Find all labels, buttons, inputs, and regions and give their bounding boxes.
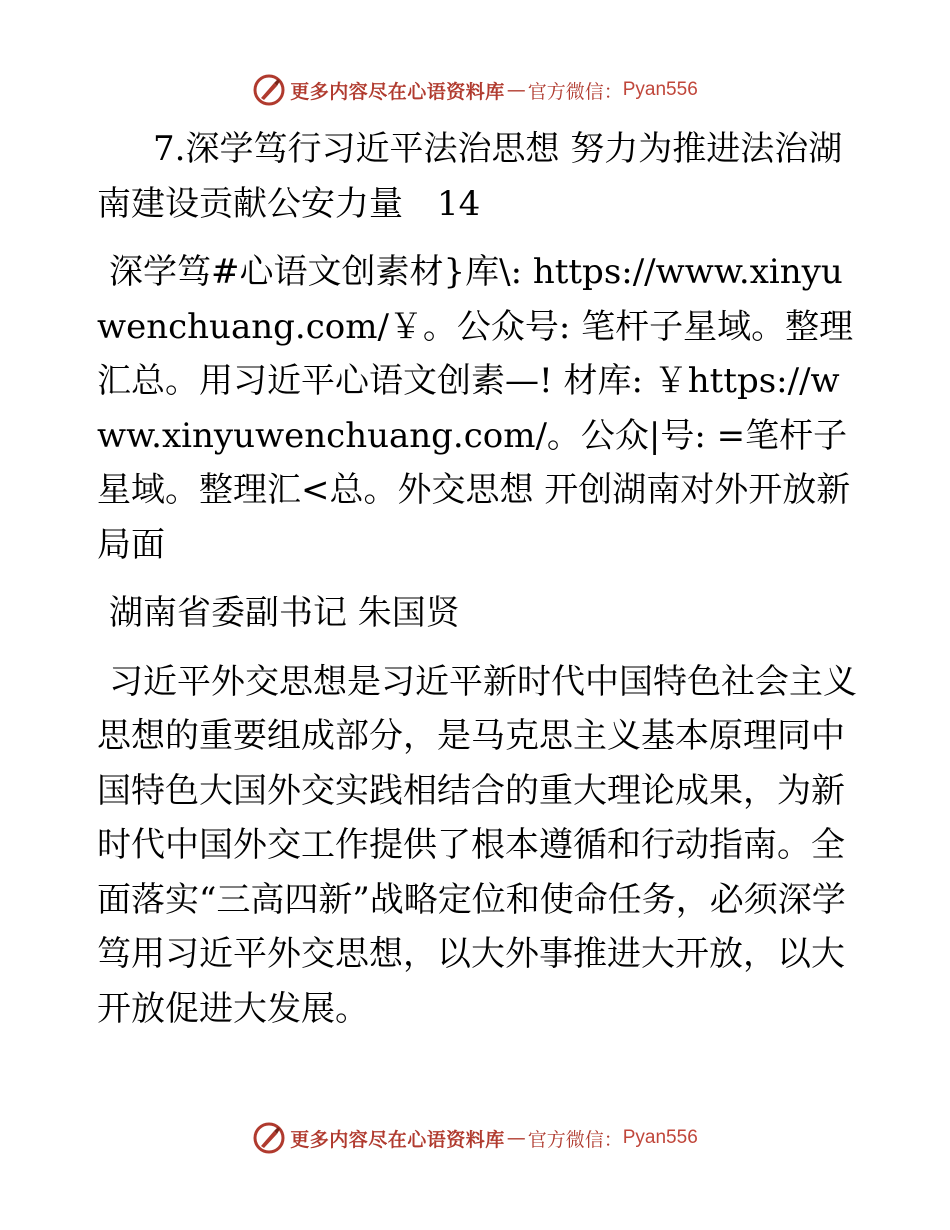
- pen-seal-icon: [252, 73, 286, 107]
- banner-slogan: 更多内容尽在心语资料库: [290, 1128, 505, 1151]
- banner-slogan: 更多内容尽在心语资料库: [290, 80, 505, 103]
- footer-banner: [0, 1118, 950, 1158]
- banner-separator: —: [506, 79, 526, 101]
- pen-seal-icon: [252, 1121, 286, 1155]
- paragraph-intro: 深学笃#心语文创素材}库\: https://www.xinyuwenchuang.com/￥。公众号: 笔杆子星域。整理汇总。用习近平心语文创素—! 材库: ￥https://www.xinyuwenchuang.com/。公众|号: =笔杆子星域。整理汇<总。外交思想 开创湖南对外开放新局面: [97, 252, 854, 565]
- banner-wechat-label: 官方微信：: [527, 80, 623, 103]
- banner-separator: —: [506, 1127, 526, 1149]
- section-heading: 7.深学笃行习近平法治思想 努力为推进法治湖南建设贡献公安力量 14: [97, 129, 843, 224]
- banner-wechat-label: 官方微信：: [527, 1128, 623, 1151]
- banner-wechat-id: Pyan556: [622, 1127, 698, 1148]
- header-banner: [0, 70, 950, 110]
- banner-wechat-id: Pyan556: [622, 79, 698, 100]
- document-body: [97, 122, 857, 1050]
- paragraph-body: 习近平外交思想是习近平新时代中国特色社会主义思想的重要组成部分，是马克思主义基本原理同中国特色大国外交实践相结合的重大理论成果，为新时代中国外交工作提供了根本遵循和行动指南。全面落实“三高四新”战略定位和使命任务，必须深学笃用习近平外交思想，以大外事推进大开放，以大开放促进大发展。: [97, 661, 857, 1029]
- author-line: 湖南省委副书记 朱国贤: [109, 593, 460, 633]
